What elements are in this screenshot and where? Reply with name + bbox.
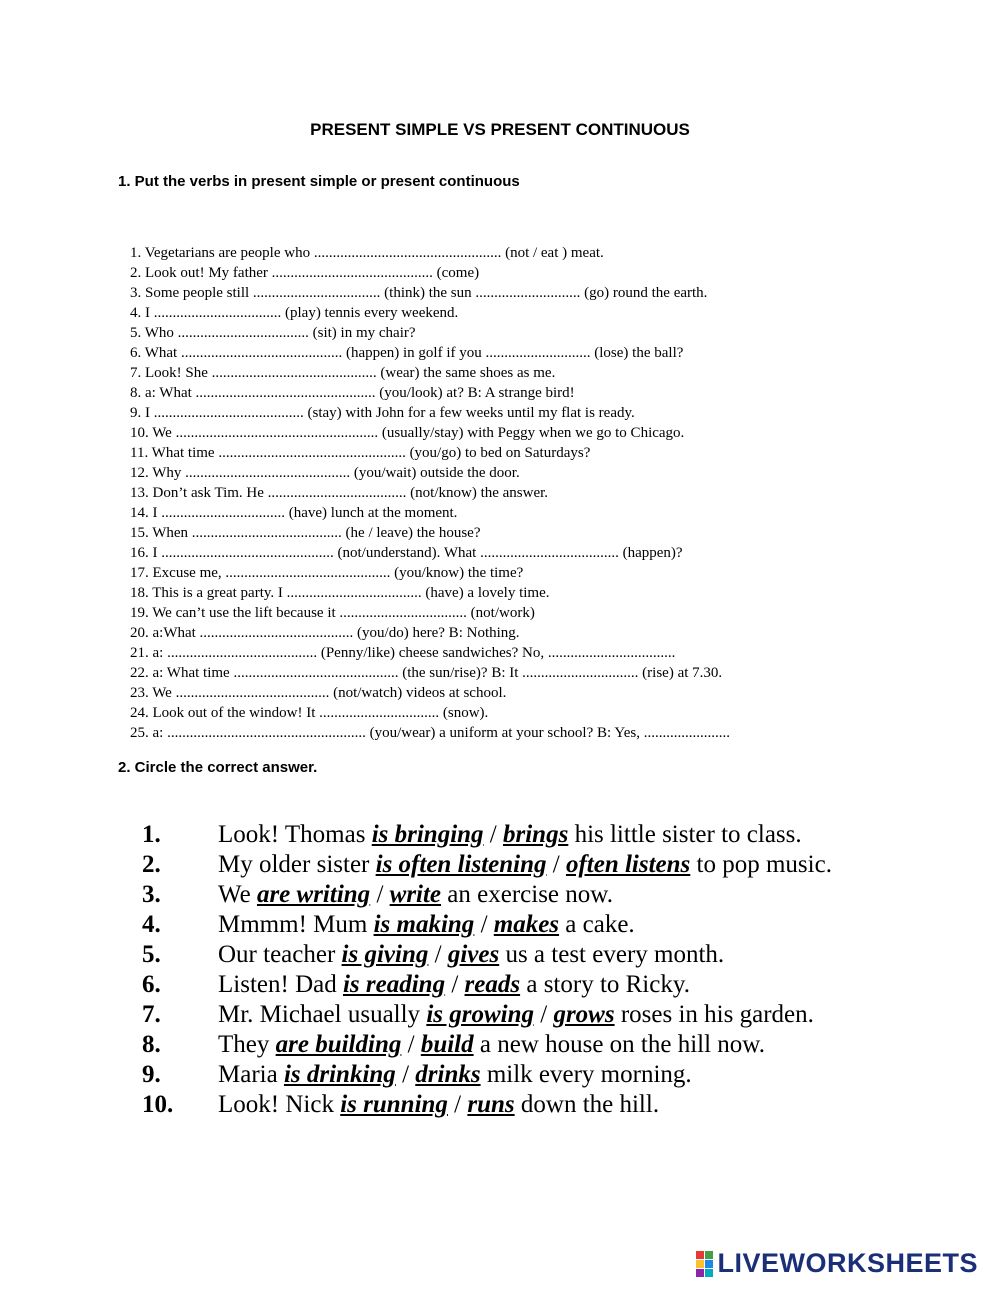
exercise-1-item: 20. a:What ......................................... (you/do) here? B: Nothing. [130,625,520,641]
option-separator: / [483,821,503,848]
exercise-2-item [142,1000,902,1030]
answer-option-1[interactable]: is growing [426,1001,534,1028]
liveworksheets-logo[interactable] [696,1248,978,1279]
exercise-1-item: 2. Look out! My father ........................................... (come) [130,265,480,281]
answer-option-1[interactable]: are writing [256,881,371,908]
logo-text: LIVEWORKSHEETS [717,1248,978,1278]
exercise-1-item: 1. Vegetarians are people who .................................................. (not / eat ) meat. [130,245,604,261]
answer-option-2[interactable]: brings [503,821,569,848]
sentence-end: us a test every month. [499,941,725,968]
sentence-start: Listen! Dad [218,971,343,998]
sentence-start: Our teacher [218,941,342,968]
exercise-1-item: 3. Some people still .................................. (think) the sun ............................ (go) round the earth. [130,285,708,301]
exercise-1-heading: 1. Put the verbs in present simple or present continuous [118,173,520,190]
exercise-2-item [142,1090,902,1120]
option-separator: / [445,971,465,998]
answer-option-1[interactable]: is often listening [375,851,547,878]
option-separator: / [534,1001,554,1028]
option-separator: / [401,1031,421,1058]
item-number: 2. [142,851,161,878]
sentence-end: a new house on the hill now. [473,1031,765,1058]
item-number: 3. [142,881,161,908]
exercise-1-item: 15. When ........................................ (he / leave) the house? [130,525,481,541]
exercise-1-item: 5. Who ................................... (sit) in my chair? [130,325,416,341]
exercise-2-list [142,820,902,1120]
answer-option-2[interactable]: gives [447,941,500,968]
exercise-1-item: 24. Look out of the window! It ................................ (snow). [130,705,489,721]
item-number: 7. [142,1001,161,1028]
sentence-start: Look! Nick [218,1091,341,1118]
option-separator: / [370,881,390,908]
sentence-end: a story to Ricky. [520,971,690,998]
answer-option-2[interactable]: runs [467,1091,515,1118]
item-number: 4. [142,911,161,938]
option-separator: / [546,851,566,878]
sentence-end: milk every morning. [480,1061,692,1088]
answer-option-1[interactable]: is bringing [371,821,484,848]
answer-option-2[interactable]: makes [493,911,560,938]
answer-option-2[interactable]: reads [464,971,521,998]
sentence-start: They [218,1031,276,1058]
exercise-1-item: 9. I ........................................ (stay) with John for a few weeks until my flat is ready. [130,405,635,421]
option-separator: / [447,1091,468,1118]
exercise-1-item: 25. a: ..................................................... (you/wear) a uniform at your school? B: Yes, ....................... [130,725,730,741]
item-number: 1. [142,821,161,848]
exercise-1-item: 12. Why ............................................ (you/wait) outside the door. [130,465,520,481]
answer-option-2[interactable]: drinks [415,1061,481,1088]
answer-option-2[interactable]: often listens [565,851,691,878]
answer-option-1[interactable]: are building [275,1031,402,1058]
sentence-end: roses in his garden. [614,1001,814,1028]
sentence-end: an exercise now. [441,881,613,908]
answer-option-2[interactable]: build [420,1031,474,1058]
sentence-start: Mmmm! Mum [218,911,374,938]
logo-icon-square [705,1260,713,1268]
answer-option-2[interactable]: write [389,881,442,908]
logo-icon-square [696,1260,704,1268]
answer-option-1[interactable]: is reading [342,971,446,998]
logo-icon-square [696,1269,704,1277]
exercise-1-item: 18. This is a great party. I .................................... (have) a lovely time. [130,585,550,601]
exercise-1-item: 22. a: What time ............................................ (the sun/rise)? B: It ............................... (rise) at 7.30. [130,665,723,681]
logo-icon-square [705,1251,713,1259]
exercise-1-item: 7. Look! She ............................................ (wear) the same shoes as me. [130,365,556,381]
exercise-2-item [142,940,902,970]
exercise-1-item: 4. I .................................. (play) tennis every weekend. [130,305,459,321]
sentence-start: Maria [218,1061,284,1088]
sentence-end: his little sister to class. [568,821,802,848]
exercise-1-item: 16. I .............................................. (not/understand). What ..................................... (happen)? [130,545,683,561]
item-number: 5. [142,941,161,968]
exercise-2-item [142,820,902,850]
exercise-1-item: 17. Excuse me, ............................................ (you/know) the time? [130,565,524,581]
exercise-1-item: 23. We ......................................... (not/watch) videos at school. [130,685,507,701]
sentence-end: a cake. [559,911,635,938]
page-title: PRESENT SIMPLE VS PRESENT CONTINUOUS [310,120,690,139]
exercise-2-item [142,970,902,1000]
exercise-1-item: 14. I ................................. (have) lunch at the moment. [130,505,458,521]
item-number: 9. [142,1061,161,1088]
exercise-2-item [142,850,902,880]
exercise-1-item: 21. a: ........................................ (Penny/like) cheese sandwiches? No, .................................. [130,645,676,661]
answer-option-1[interactable]: is making [373,911,475,938]
exercise-2-item [142,880,902,910]
logo-icon-square [705,1269,713,1277]
item-number: 6. [142,971,161,998]
exercise-2-item [142,1060,902,1090]
logo-icon [696,1251,713,1277]
answer-option-1[interactable]: is drinking [283,1061,396,1088]
answer-option-1[interactable]: is giving [341,941,429,968]
exercise-1-item: 6. What ........................................... (happen) in golf if you ............................ (lose) the ball? [130,345,684,361]
exercise-2-item [142,1030,902,1060]
sentence-start: My older sister [218,851,376,878]
logo-icon-square [696,1251,704,1259]
option-separator: / [395,1061,416,1088]
option-separator: / [474,911,494,938]
exercise-1-item: 13. Don’t ask Tim. He ..................................... (not/know) the answer. [130,485,549,501]
sentence-end: down the hill. [514,1091,660,1118]
sentence-start: Mr. Michael usually [218,1001,427,1028]
exercise-2-heading: 2. Circle the correct answer. [118,759,318,776]
exercise-1-item: 11. What time .................................................. (you/go) to bed on Saturdays? [130,445,591,461]
exercise-2-item [142,910,902,940]
exercise-1-item: 19. We can’t use the lift because it .................................. (not/work) [130,605,535,621]
exercise-1-list [130,243,890,743]
sentence-start: Look! Thomas [218,821,372,848]
item-number: 10. [142,1091,174,1118]
answer-option-1[interactable]: is running [340,1091,448,1118]
exercise-1-item: 8. a: What ................................................ (you/look) at? B: A strange bird! [130,385,575,401]
item-number: 8. [142,1031,161,1058]
sentence-start: We [218,881,257,908]
option-separator: / [428,941,448,968]
sentence-end: to pop music. [690,851,832,878]
answer-option-2[interactable]: grows [553,1001,615,1028]
exercise-1-item: 10. We ...................................................... (usually/stay) with Peggy when we go to Chicago. [130,425,685,441]
